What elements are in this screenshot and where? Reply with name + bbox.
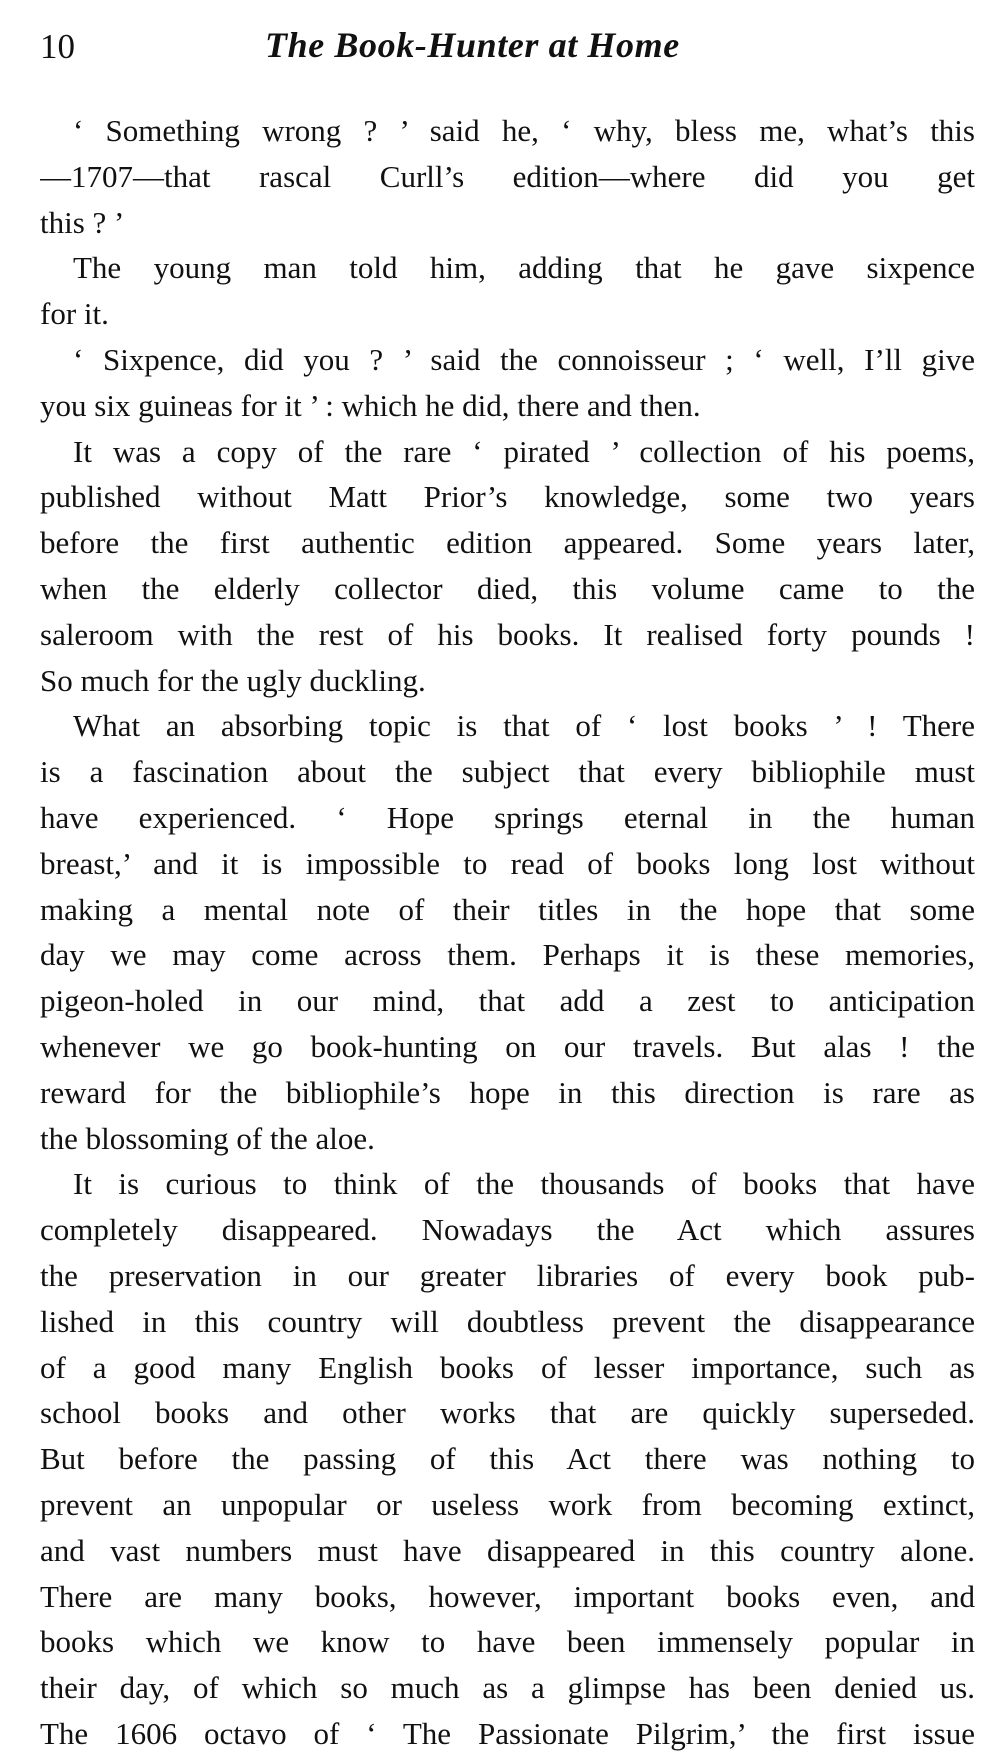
text-line: pigeon-holed in our mind, that add a zest to anticipation bbox=[40, 983, 975, 1019]
text-line: have experienced. ‘ Hope springs eternal in the human bbox=[40, 799, 975, 835]
text-line: saleroom with the rest of his books. It realised forty pounds ! bbox=[40, 616, 975, 652]
text-line: when the elderly collector died, this volume came to the bbox=[40, 570, 975, 606]
text-line: published without Matt Prior’s knowledge, some two years bbox=[40, 479, 975, 515]
text-line: What an absorbing topic is that of ‘ lost books ’ ! There bbox=[73, 708, 975, 744]
text-line: breast,’ and it is impossible to read of books long lost without bbox=[40, 845, 975, 881]
text-line: But before the passing of this Act there was nothing to bbox=[40, 1441, 975, 1477]
text-line: making a mental note of their titles in the hope that some bbox=[40, 891, 975, 927]
text-line: you six guineas for it ’ : which he did, there and then. bbox=[40, 387, 701, 423]
paragraph bbox=[40, 703, 975, 1161]
text-line: lished in this country will doubtless prevent the disappearance bbox=[40, 1303, 975, 1339]
text-line: ‘ Something wrong ? ’ said he, ‘ why, bless me, what’s this bbox=[73, 113, 975, 148]
paragraph bbox=[40, 245, 975, 337]
text-line: school books and other works that are quickly superseded. bbox=[40, 1395, 975, 1431]
text-line: day we may come across them. Perhaps it is these memories, bbox=[40, 937, 975, 973]
text-line: reward for the bibliophile’s hope in this direction is rare as bbox=[40, 1074, 975, 1110]
text-line: It is curious to think of the thousands of books that have bbox=[73, 1166, 975, 1202]
text-line: of a good many English books of lesser importance, such as bbox=[40, 1349, 975, 1385]
text-line: The young man told him, adding that he gave sixpence bbox=[73, 250, 975, 286]
text-line: So much for the ugly duckling. bbox=[40, 662, 426, 698]
text-line: before the first authentic edition appeared. Some years later, bbox=[40, 525, 975, 561]
paragraph bbox=[40, 108, 975, 245]
paragraph bbox=[40, 429, 975, 704]
running-title: The Book-Hunter at Home bbox=[265, 25, 680, 65]
text-line: for it. bbox=[40, 296, 109, 332]
text-line: There are many books, however, important books even, and bbox=[40, 1578, 975, 1614]
text-line: and vast numbers must have disappeared in this country alone. bbox=[40, 1532, 975, 1568]
text-line: —1707—that rascal Curll’s edition—where did you get bbox=[40, 158, 975, 194]
text-line: this ? ’ bbox=[40, 204, 125, 240]
text-line: the preservation in our greater libraries of every book pub- bbox=[40, 1257, 975, 1293]
text-line: whenever we go book-hunting on our travels. But alas ! the bbox=[40, 1028, 975, 1064]
text-line: completely disappeared. Nowadays the Act which assures bbox=[40, 1212, 975, 1248]
page-number: 10 bbox=[40, 27, 75, 66]
paragraph bbox=[40, 1161, 975, 1756]
text-line: ‘ Sixpence, did you ? ’ said the connoisseur ; ‘ well, I’ll give bbox=[73, 341, 975, 377]
text-line: books which we know to have been immensely popular in bbox=[40, 1624, 975, 1660]
text-line: The 1606 octavo of ‘ The Passionate Pilgrim,’ the first issue bbox=[40, 1715, 975, 1751]
text-line: their day, of which so much as a glimpse has been denied us. bbox=[40, 1670, 975, 1706]
text-line: the blossoming of the aloe. bbox=[40, 1120, 375, 1156]
text-line: It was a copy of the rare ‘ pirated ’ collection of his poems, bbox=[73, 433, 975, 469]
running-head bbox=[40, 14, 980, 84]
text-line: is a fascination about the subject that every bibliophile must bbox=[40, 754, 975, 790]
text-line: prevent an unpopular or useless work from becoming extinct, bbox=[40, 1486, 975, 1522]
body-text bbox=[40, 108, 975, 1757]
paragraph bbox=[40, 337, 975, 429]
